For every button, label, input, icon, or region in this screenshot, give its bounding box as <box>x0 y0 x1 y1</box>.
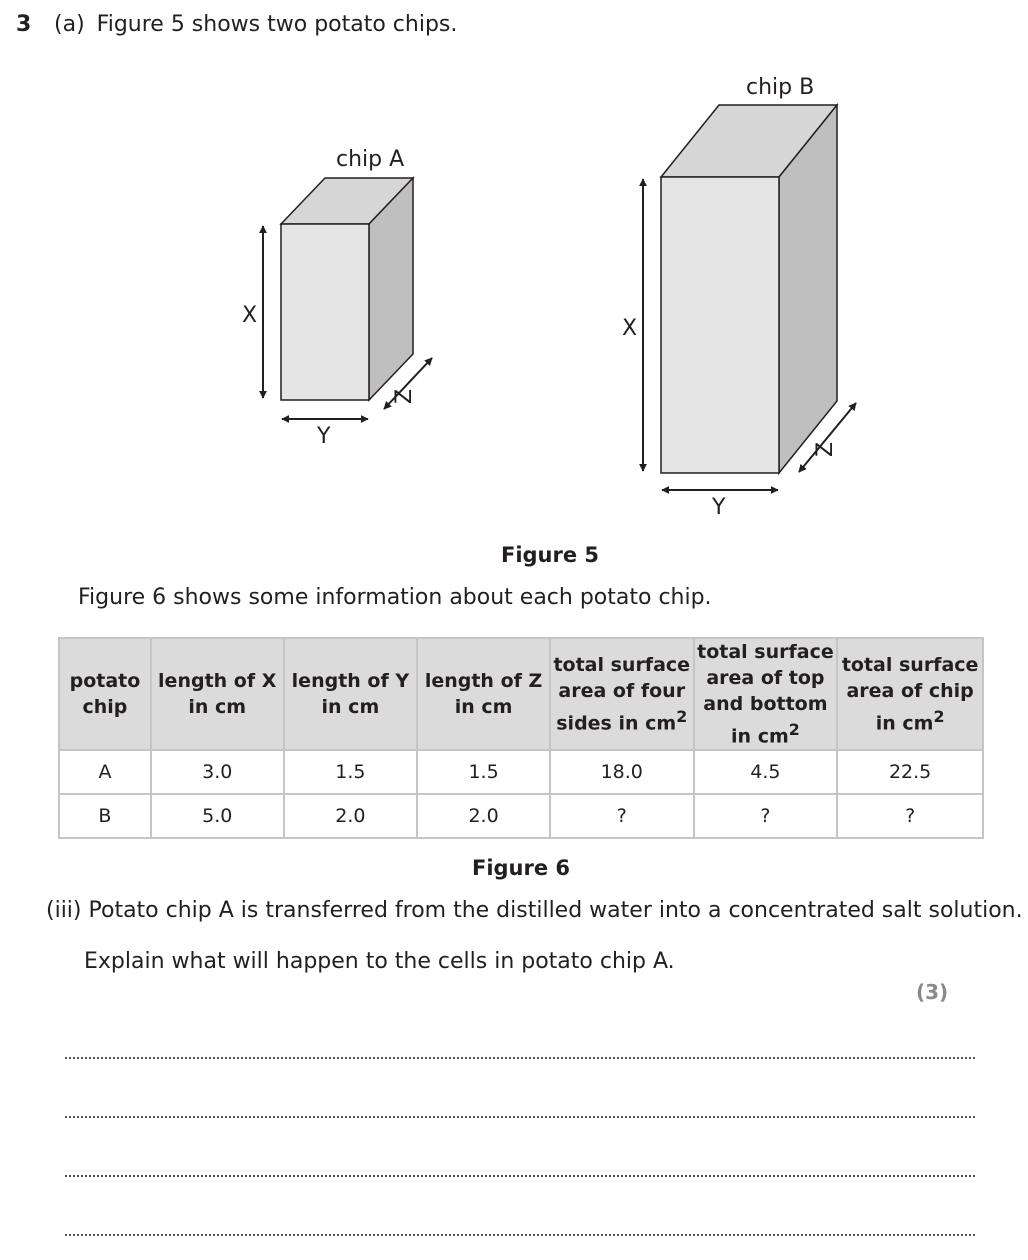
header-length-x: length of X in cm <box>151 638 284 750</box>
chip-b-x-label: X <box>622 316 638 341</box>
chip-a-x-label: X <box>242 303 258 328</box>
question-intro <box>54 12 457 37</box>
chip-b-z-label: Z <box>813 441 838 457</box>
table-cell: 5.0 <box>151 794 284 838</box>
table-row <box>59 794 983 838</box>
answer-line[interactable] <box>65 1234 975 1236</box>
table-cell: 2.0 <box>417 794 550 838</box>
table-cell: 2.0 <box>284 794 418 838</box>
figure-5-diagram <box>0 60 1028 530</box>
part-iii-instruction: Explain what will happen to the cells in potato chip A. <box>84 949 675 974</box>
question-part-label: (a) <box>54 12 85 37</box>
header-potato-chip: potato chip <box>59 638 151 750</box>
figure-5-caption: Figure 5 <box>500 543 600 567</box>
table-cell: 3.0 <box>151 750 284 794</box>
table-cell: 4.5 <box>694 750 838 794</box>
table-row <box>59 750 983 794</box>
table-cell: 18.0 <box>550 750 694 794</box>
question-number: 3 <box>16 12 32 37</box>
chip-a-drawing <box>242 147 432 449</box>
table-cell: B <box>59 794 151 838</box>
figure-6-caption: Figure 6 <box>471 856 571 880</box>
table-cell: 1.5 <box>417 750 550 794</box>
chip-a-front-face <box>281 224 369 400</box>
table-cell: ? <box>694 794 838 838</box>
chip-b-label: chip B <box>746 75 815 100</box>
table-cell: ? <box>550 794 694 838</box>
answer-line[interactable] <box>65 1057 975 1059</box>
header-top-bottom-area: total surface area of top and bottom in $cm^2$ <box>694 638 838 750</box>
chip-b-y-label: Y <box>712 495 726 520</box>
table-cell: ? <box>837 794 983 838</box>
answer-line[interactable] <box>65 1116 975 1118</box>
figure-6-intro: Figure 6 shows some information about each potato chip. <box>78 585 712 610</box>
marks-label: (3) <box>916 980 949 1004</box>
header-total-chip-area: total surface area of chip in $cm^2$ <box>837 638 983 750</box>
chip-b-front-face <box>661 177 779 473</box>
answer-line[interactable] <box>65 1175 975 1177</box>
chip-a-z-label: Z <box>392 388 417 404</box>
table-cell: 22.5 <box>837 750 983 794</box>
chip-a-label: chip A <box>336 147 405 172</box>
figure-6-table <box>58 637 984 839</box>
question-intro-text: Figure 5 shows two potato chips. <box>96 12 458 37</box>
table-cell: 1.5 <box>284 750 418 794</box>
part-iii-question: (iii) Potato chip A is transferred from the distilled water into a concentrated salt solution. <box>46 898 1023 923</box>
header-length-z: length of Z in cm <box>417 638 550 750</box>
chip-a-y-label: Y <box>317 424 331 449</box>
chip-b-drawing <box>622 75 856 520</box>
table-cell: A <box>59 750 151 794</box>
table-header-row <box>59 638 983 750</box>
header-length-y: length of Y in cm <box>284 638 418 750</box>
header-four-sides-area: total surface area of four sides in $cm^2$ <box>550 638 694 750</box>
